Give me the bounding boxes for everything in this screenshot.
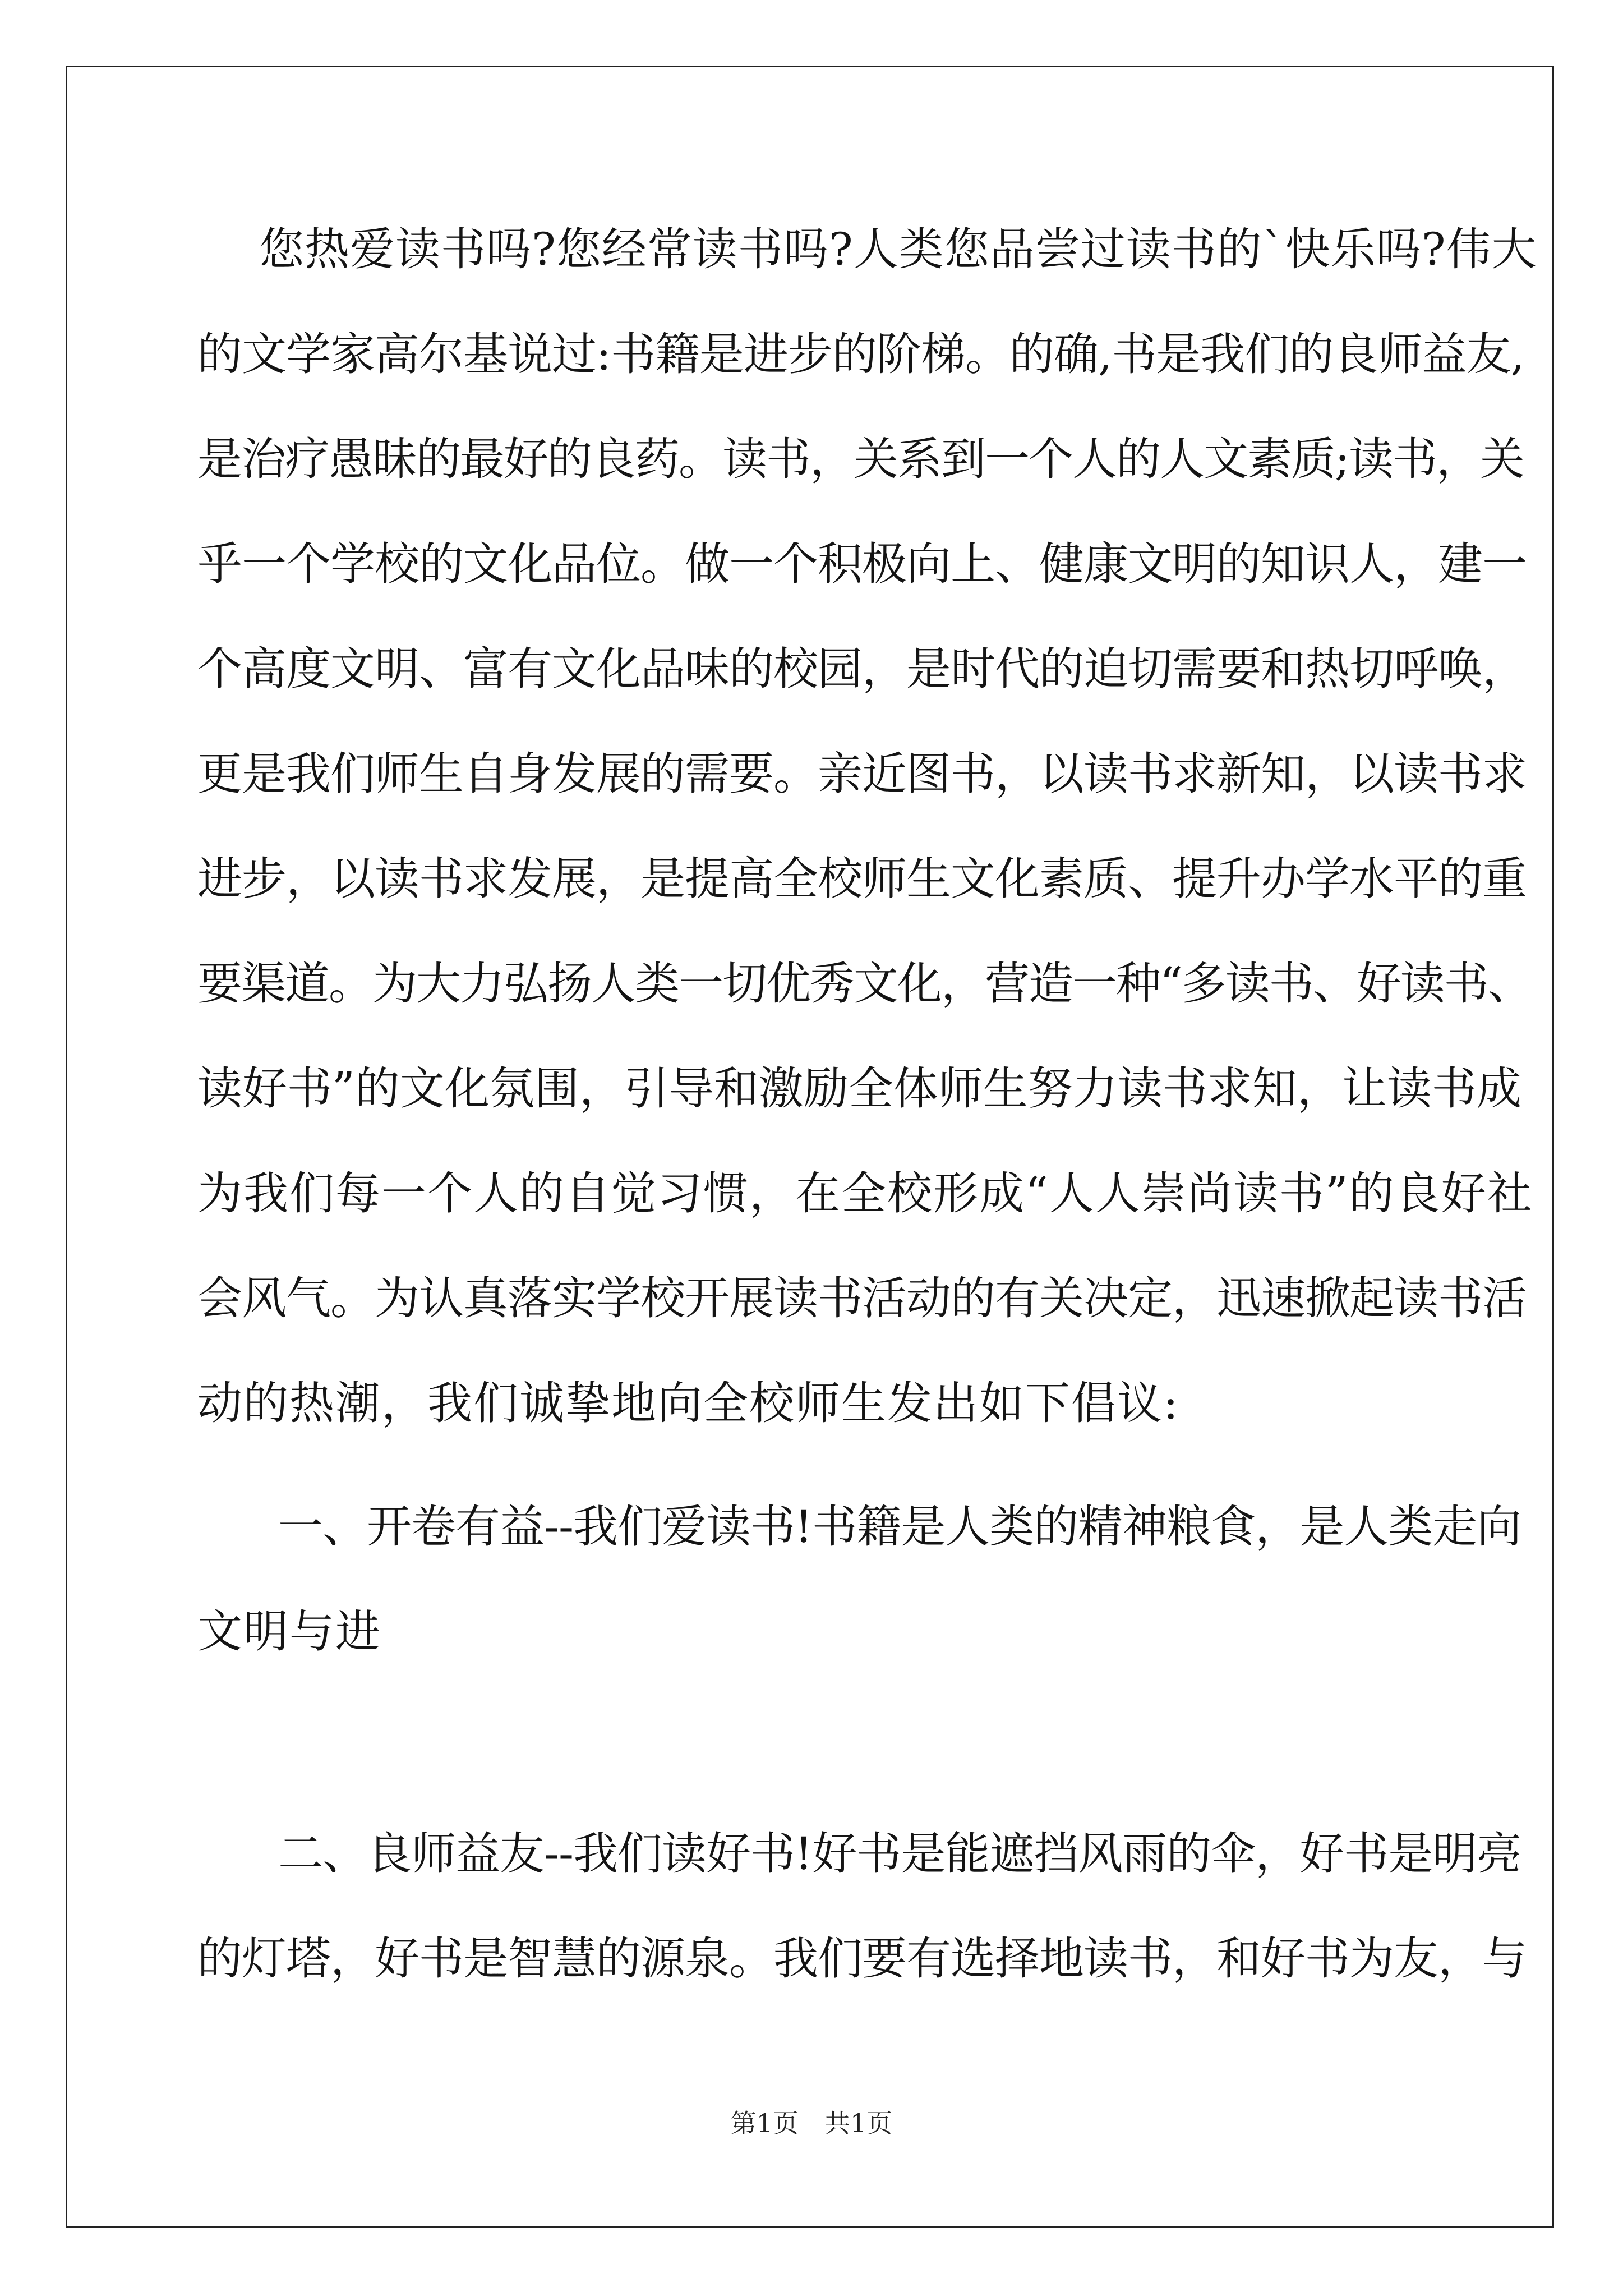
paragraph-1-line-1: 您热爱读书吗?您经常读书吗?人类您品尝过读书的`快乐吗?伟大 [259, 223, 1537, 275]
paragraph-1-line-12: 动的热潮，我们诚挚地向全校师生发出如下倡议: [197, 1377, 1179, 1429]
page-border [66, 66, 1554, 2228]
paragraph-1-line-5: 个高度文明、富有文化品味的校园，是时代的迫切需要和热切呼唤， [197, 643, 1527, 695]
paragraph-2-line-1: 一、开卷有益--我们爱读书!书籍是人类的精神粮食，是人类走向 [278, 1501, 1521, 1553]
paragraph-3-line-1: 二、良师益友--我们读好书!好书是能遮挡风雨的伞，好书是明亮 [278, 1828, 1521, 1880]
paragraph-1-line-10: 为我们每一个人的自觉习惯，在全校形成“人人崇尚读书”的良好社 [197, 1167, 1533, 1220]
paragraph-1-line-8: 要渠道。为大力弘扬人类一切优秀文化，营造一种“多读书、好读书、 [197, 958, 1532, 1010]
paragraph-1-line-7: 进步，以读书求发展，是提高全校师生文化素质、提升办学水平的重 [197, 853, 1527, 905]
page-number-footer: 第1页 共1页 [730, 2108, 893, 2138]
paragraph-2-line-2: 文明与进 [197, 1605, 381, 1658]
paragraph-1-line-6: 更是我们师生自身发展的需要。亲近图书，以读书求新知，以读书求 [197, 748, 1527, 800]
paragraph-1-line-11: 会风气。为认真落实学校开展读书活动的有关决定，迅速掀起读书活 [197, 1272, 1527, 1324]
paragraph-1-line-9: 读好书”的文化氛围，引导和激励全体师生努力读书求知，让读书成 [197, 1062, 1521, 1115]
paragraph-3-line-2: 的灯塔，好书是智慧的源泉。我们要有选择地读书，和好书为友，与 [197, 1932, 1527, 1985]
paragraph-1-line-3: 是治疗愚昧的最好的良药。读书，关系到一个人的人文素质;读书，关 [197, 433, 1524, 485]
paragraph-1-line-4: 乎一个学校的文化品位。做一个积极向上、健康文明的知识人，建一 [197, 538, 1527, 590]
paragraph-1-line-2: 的文学家高尔基说过:书籍是进步的阶梯。的确,书是我们的良师益友, [197, 328, 1524, 380]
